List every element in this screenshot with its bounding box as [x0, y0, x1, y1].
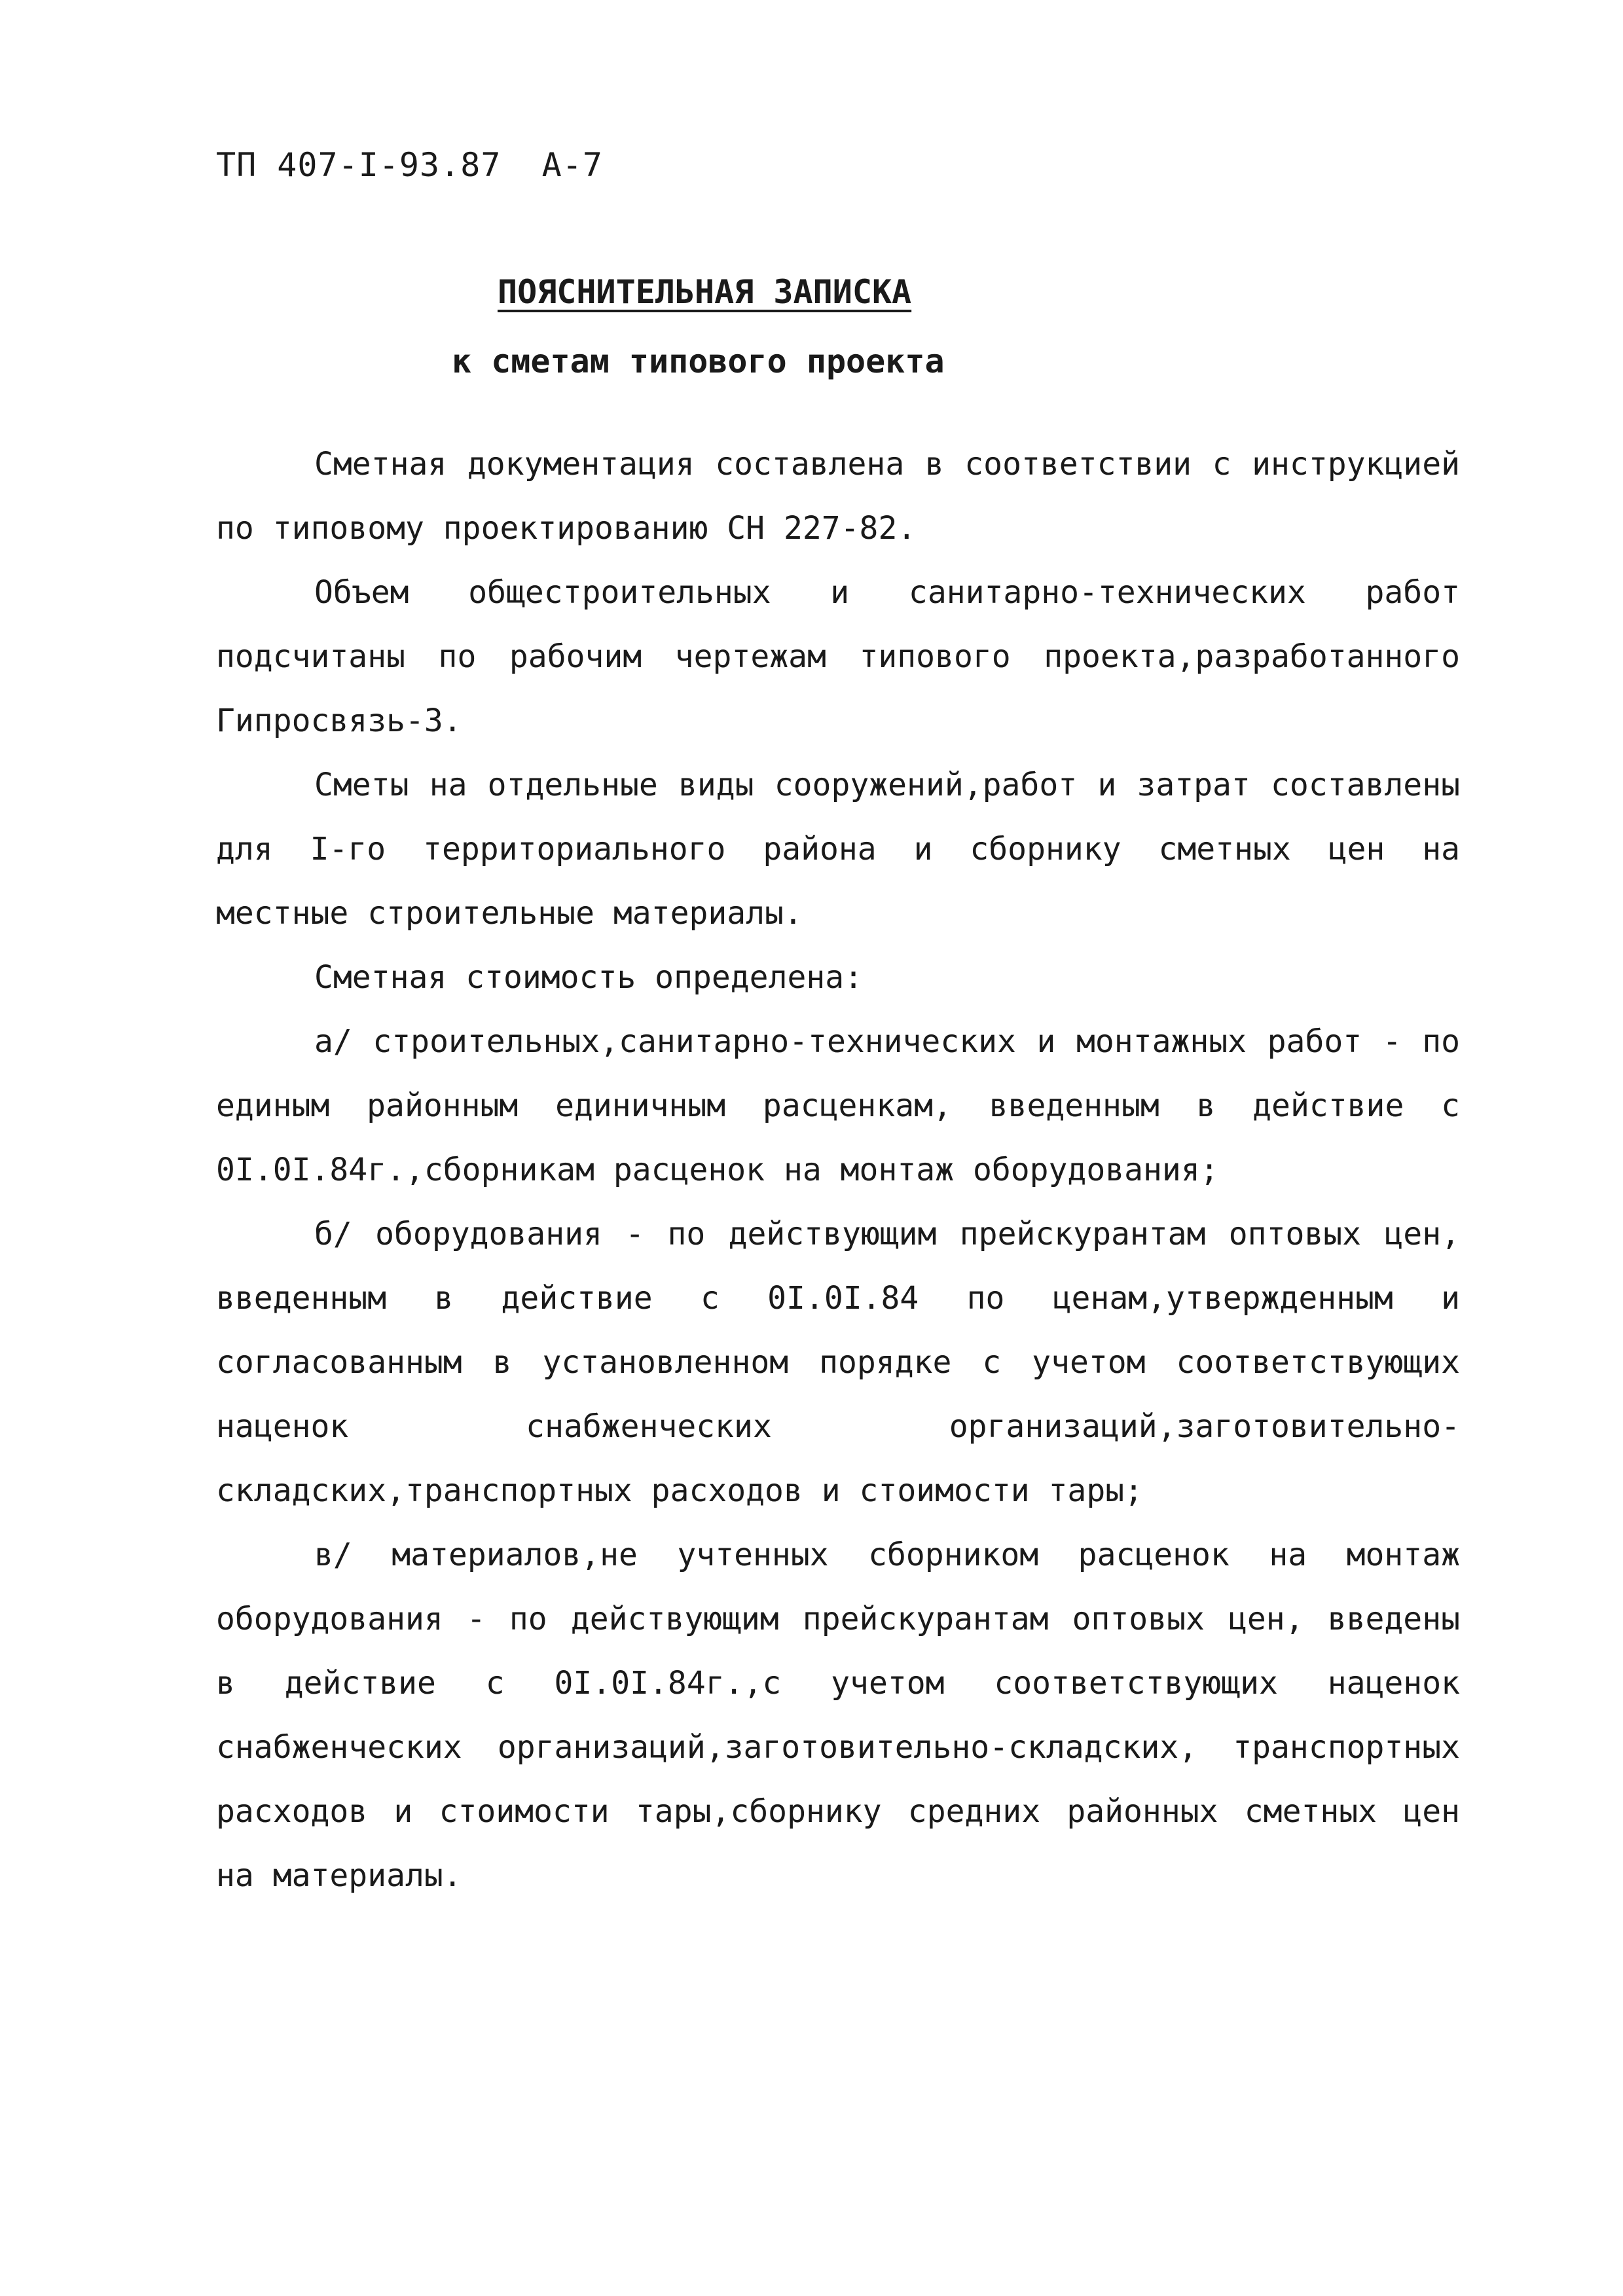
paragraph: Сметная документация составлена в соответствии с инструкцией по типовому проектированию СН 227-82. [216, 446, 1460, 547]
document-subtitle: к сметам типового проекта [452, 342, 945, 380]
document-body [216, 432, 1460, 1908]
document-title: ПОЯСНИТЕЛЬНАЯ ЗАПИСКА [498, 273, 912, 311]
paragraph: а/ строительных,санитарно-технических и монтажных работ - по единым районным единичным расценкам, введенным в действие с 0I.0I.84г.,сборникам расценок на монтаж оборудования; [216, 1023, 1460, 1188]
paragraph: Сметы на отдельные виды сооружений,работ и затрат составлены для I-го территориального района и сборнику сметных цен на местные строительные материалы. [216, 767, 1460, 932]
paragraph: в/ материалов,не учтенных сборником расценок на монтаж оборудования - по действующим прейскурантам оптовых цен, введены в действие с 0I.0I.84г.,с учетом соответствующих наценок снабженческих организаций,заготовительно-складских, транспортных расходов и стоимости тары,сборнику средних районных сметных цен на материалы. [216, 1537, 1460, 1894]
paragraph: Сметная стоимость определена: [314, 959, 864, 996]
paragraph: б/ оборудования - по действующим прейскурантам оптовых цен, введенным в действие с 0I.0I.84 по ценам,утвержденным и согласованным в установленном порядке с учетом соответствующих наценок снабженческих организаций,заготовительно-складских,транспортных расходов и стоимости тары; [216, 1216, 1460, 1509]
paragraph: Объем общестроительных и санитарно-технических работ подсчитаны по рабочим чертежам типового проекта,разработанного Гипросвязь-3. [216, 574, 1460, 739]
document-code: ТП 407-I-93.87 А-7 [216, 146, 603, 184]
